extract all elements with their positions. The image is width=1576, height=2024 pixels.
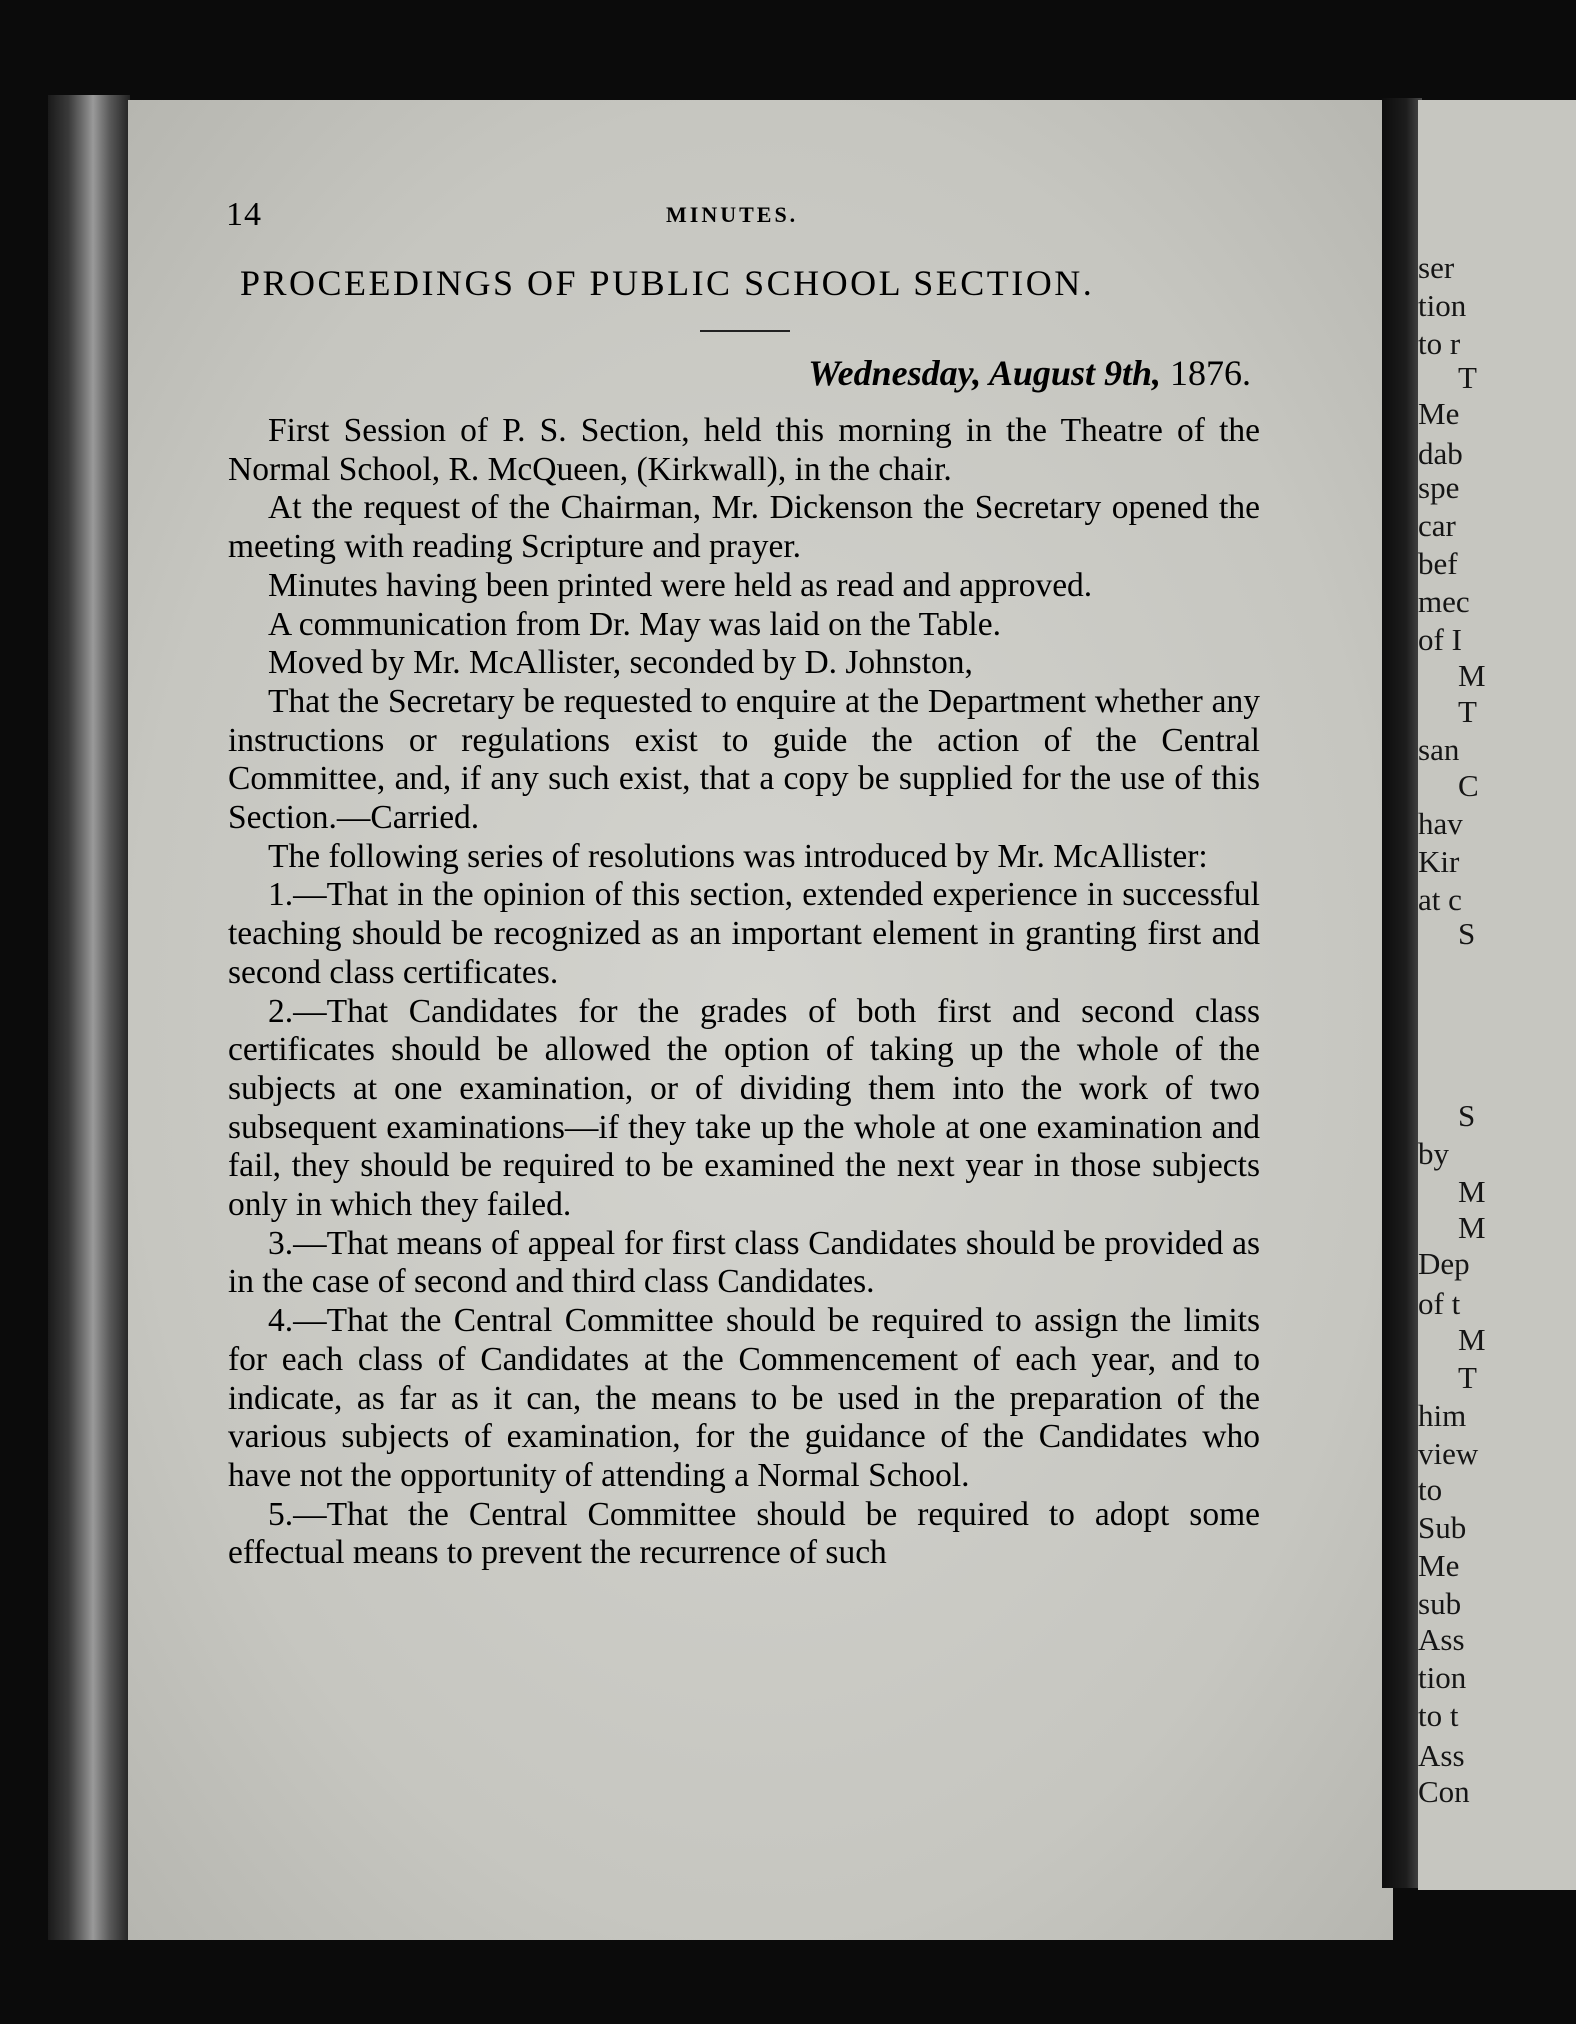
- right-page-fragment: [1418, 100, 1576, 1890]
- paragraph: First Session of P. S. Section, held this morning in the Theatre of the Normal School, R. McQueen, (Kirkwall), in the chair.: [228, 412, 1260, 488]
- right-page-line-fragment: Sub: [1418, 1510, 1467, 1545]
- date-text: Wednesday, August 9th,: [808, 353, 1161, 393]
- right-page-line-fragment: S: [1458, 916, 1476, 951]
- right-page-line-fragment: to r: [1418, 326, 1461, 361]
- right-page-line-fragment: Dep: [1418, 1246, 1470, 1281]
- page-number: 14: [226, 196, 262, 233]
- title-rule: [700, 330, 790, 332]
- right-page-line-fragment: Me: [1418, 396, 1460, 431]
- right-page-line-fragment: tion: [1418, 1660, 1467, 1695]
- paragraph: The following series of resolutions was introduced by Mr. McAllister:: [268, 837, 1208, 875]
- right-page-line-fragment: car: [1418, 508, 1456, 543]
- right-page-line-fragment: by: [1418, 1136, 1449, 1171]
- right-page-line-fragment: san: [1418, 732, 1460, 767]
- resolution-4: 4.—That the Central Committee should be required to assign the limits for each class of Candidates at the Commencement of each year, and to indicate, as far as it can, the means to be used in the preparation of the various subjects of examination, for the guidance of the Candidates who have not the opportunity of attending a Normal School.: [228, 1302, 1260, 1494]
- right-page-line-fragment: ser: [1418, 250, 1455, 285]
- right-page-line-fragment: hav: [1418, 806, 1463, 841]
- right-page-line-fragment: C: [1458, 768, 1479, 803]
- right-page-line-fragment: bef: [1418, 546, 1458, 581]
- right-page-line-fragment: him: [1418, 1398, 1467, 1433]
- right-page-line-fragment: of t: [1418, 1286, 1461, 1321]
- right-page-line-fragment: M: [1458, 658, 1486, 693]
- right-page-line-fragment: M: [1458, 1210, 1486, 1245]
- date-year: 1876.: [1170, 353, 1251, 393]
- session-date: [808, 352, 1251, 394]
- resolution-1: 1.—That in the opinion of this section, extended experience in successful teaching should be recognized as an important element in granting first and second class certificates.: [228, 876, 1260, 991]
- right-page-line-fragment: T: [1458, 360, 1477, 395]
- right-page-line-fragment: T: [1458, 694, 1477, 729]
- page-header: [226, 196, 1536, 236]
- running-head: MINUTES.: [666, 202, 799, 227]
- right-page-line-fragment: to t: [1418, 1698, 1459, 1733]
- resolution-2: 2.—That Candidates for the grades of both first and second class certificates should be allowed the option of taking up the whole of the subjects at one examination, or of dividing them into the work of two subsequent examinations—if they take up the whole at one examination and fail, they should be required to be examined the next year in those subjects only in which they failed.: [228, 992, 1260, 1224]
- resolution-5: 5.—That the Central Committee should be required to adopt some effectual means to prevent the recurrence of such: [228, 1495, 1260, 1572]
- right-page-line-fragment: Kir: [1418, 844, 1460, 879]
- paragraph: A communication from Dr. May was laid on the Table.: [268, 605, 1001, 643]
- right-page-line-fragment: Ass: [1418, 1738, 1465, 1773]
- right-page-line-fragment: sub: [1418, 1586, 1462, 1621]
- right-page-line-fragment: Me: [1418, 1548, 1460, 1583]
- right-page-line-fragment: Con: [1418, 1774, 1470, 1809]
- paragraph: At the request of the Chairman, Mr. Dickenson the Secretary opened the meeting with reading Scripture and prayer.: [228, 489, 1260, 566]
- right-page-line-fragment: spe: [1418, 470, 1460, 505]
- section-title: PROCEEDINGS OF PUBLIC SCHOOL SECTION.: [240, 263, 1095, 303]
- paragraph: Minutes having been printed were held as read and approved.: [268, 566, 1093, 604]
- right-page-line-fragment: T: [1458, 1360, 1477, 1395]
- right-page-line-fragment: mec: [1418, 584, 1470, 619]
- book-gutter: [1382, 98, 1422, 1888]
- right-page-line-fragment: to: [1418, 1472, 1443, 1507]
- right-page-line-fragment: at c: [1418, 882, 1462, 917]
- minutes-body: [228, 412, 1260, 1573]
- right-page-line-fragment: M: [1458, 1174, 1486, 1209]
- right-page-line-fragment: tion: [1418, 288, 1467, 323]
- book-page-edges: [48, 95, 130, 1940]
- right-page-line-fragment: M: [1458, 1322, 1486, 1357]
- right-page-line-fragment: of I: [1418, 622, 1462, 657]
- right-page-line-fragment: dab: [1418, 436, 1463, 471]
- right-page-line-fragment: view: [1418, 1436, 1479, 1471]
- right-page-line-fragment: Ass: [1418, 1622, 1465, 1657]
- resolution-3: 3.—That means of appeal for first class Candidates should be provided as in the case of second and third class Candidates.: [228, 1224, 1260, 1301]
- paragraph: Moved by Mr. McAllister, seconded by D. Johnston,: [268, 644, 973, 682]
- right-page-line-fragment: S: [1458, 1098, 1476, 1133]
- paragraph: That the Secretary be requested to enquire at the Department whether any instructions or regulations exist to guide the action of the Central Committee, and, if any such exist, that a copy be supplied for the use of this Section.—Carried.: [228, 682, 1260, 837]
